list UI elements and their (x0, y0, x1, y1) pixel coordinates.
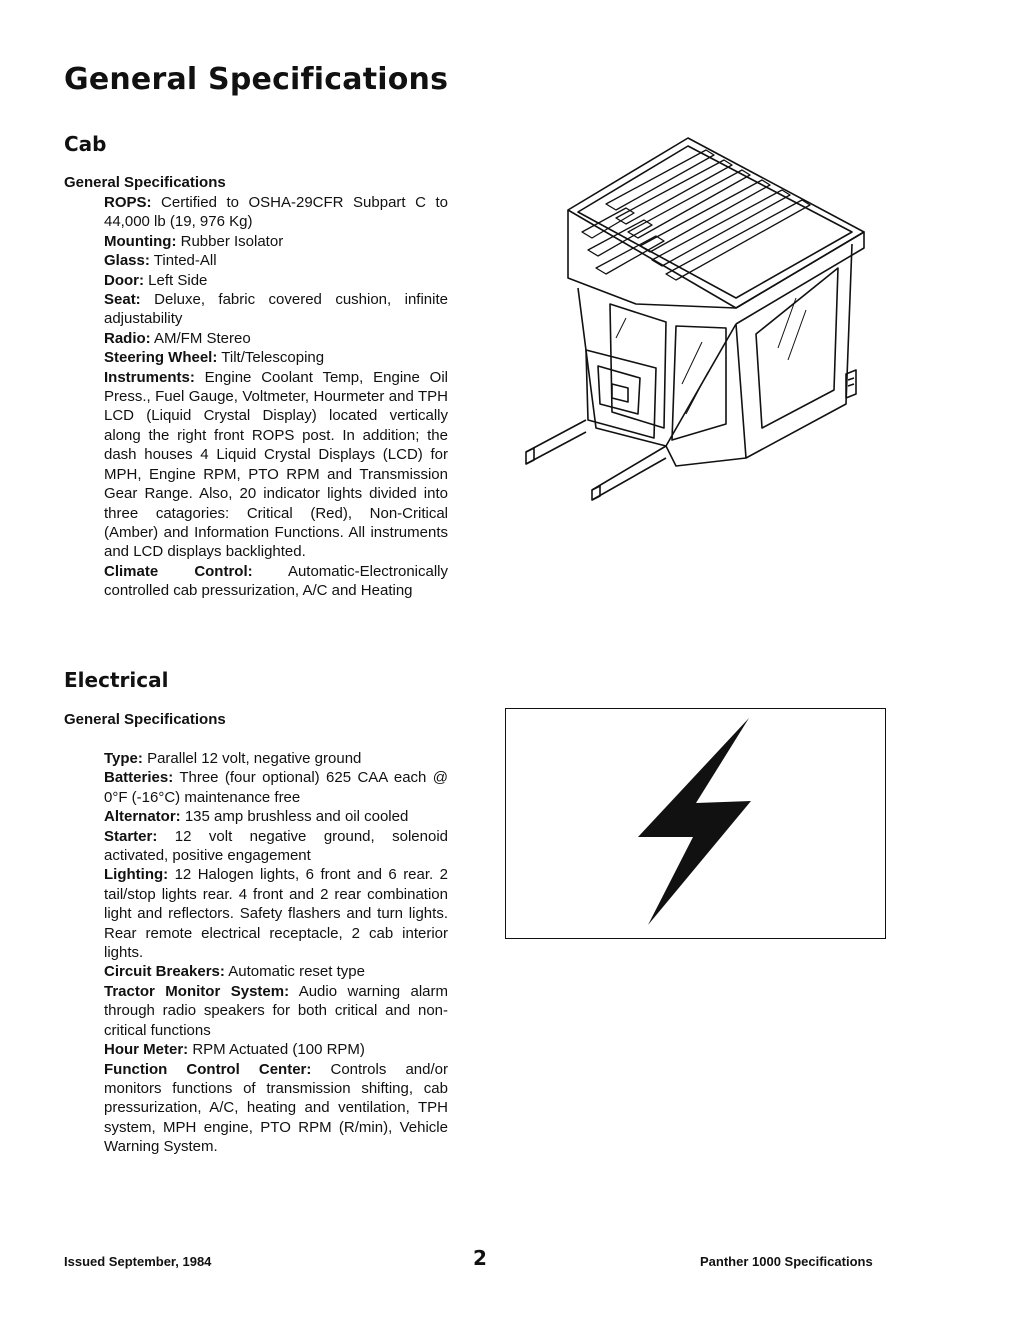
spec-label: Batteries: (104, 769, 174, 787)
spec-label: Door: (104, 271, 144, 289)
spec-value: 135 amp brushless and oil cooled (180, 808, 409, 826)
spec-label: Lighting: (104, 866, 169, 884)
footer-issued-date: Issued September, 1984 (64, 1254, 212, 1269)
spec-value: Automatic reset type (224, 963, 365, 981)
footer-document-title: Panther 1000 Specifications (700, 1254, 873, 1269)
spec-value: Deluxe, fabric covered cushion, infinite adjustability (104, 291, 448, 328)
spec-tractor-monitor-system (104, 982, 448, 1040)
cab-illustration (516, 128, 868, 518)
electrical-spec-list (104, 749, 448, 1157)
spec-value: Rubber Isolator (176, 232, 284, 250)
page-number: 2 (473, 1246, 487, 1270)
spec-label: Starter: (104, 827, 158, 845)
cab-section-heading: Cab (64, 132, 107, 156)
spec-starter (104, 827, 448, 866)
cab-spec-list (104, 193, 448, 601)
spec-label: Alternator: (104, 808, 181, 826)
spec-label: Function Control Center: (104, 1060, 312, 1078)
spec-circuit-breakers (104, 962, 448, 981)
spec-value: Certified to OSHA-29CFR Subpart C to 44,000 lb (19, 976 Kg) (104, 194, 448, 231)
spec-steering-wheel (104, 348, 448, 367)
spec-value: AM/FM Stereo (150, 329, 251, 347)
spec-lighting (104, 865, 448, 962)
spec-type (104, 749, 448, 768)
spec-value: Audio warning alarm through radio speakers for both critical and non-critical functions (104, 982, 449, 1039)
spec-value: 12 Halogen lights, 6 front and 6 rear. 2 tail/stop lights rear. 4 front and 2 rear combination light and reflectors. Safety flashers and turn lights. Rear remote electrical receptacle, 2 cab interior lights. (104, 866, 448, 962)
page-title: General Specifications (64, 62, 449, 97)
spec-value: RPM Actuated (100 RPM) (188, 1041, 365, 1059)
spec-label: Seat: (104, 291, 141, 309)
spec-door (104, 271, 448, 290)
spec-hour-meter (104, 1040, 448, 1059)
spec-label: ROPS: (104, 194, 152, 211)
spec-label: Type: (104, 750, 143, 767)
electrical-section-heading: Electrical (64, 668, 169, 692)
spec-label: Hour Meter: (104, 1041, 189, 1059)
spec-seat (104, 290, 448, 329)
spec-alternator (104, 807, 448, 826)
spec-glass (104, 251, 448, 270)
spec-radio (104, 329, 448, 348)
spec-label: Instruments: (104, 368, 195, 386)
spec-batteries (104, 768, 448, 807)
spec-rops (104, 193, 448, 232)
spec-value: 12 volt negative ground, solenoid activated, positive engagement (104, 827, 448, 865)
spec-mounting (104, 232, 448, 251)
spec-climate-control (104, 562, 448, 601)
spec-function-control-center (104, 1060, 448, 1157)
cab-subheading: General Specifications (64, 174, 226, 191)
spec-label: Circuit Breakers: (104, 963, 225, 981)
spec-value: Three (four optional) 625 CAA each @ 0°F (-16°C) maintenance free (104, 769, 448, 806)
spec-value: Tilt/Telescoping (217, 349, 325, 367)
spec-label: Glass: (104, 252, 150, 270)
electrical-subheading: General Specifications (64, 711, 226, 728)
spec-label: Radio: (104, 329, 151, 347)
spec-label: Mounting: (104, 232, 177, 250)
spec-value: Automatic-Electronically controlled cab pressurization, A/C and Heating (104, 562, 448, 600)
spec-value: Parallel 12 volt, negative ground (142, 750, 362, 767)
spec-value: Left Side (144, 271, 208, 289)
spec-value: Engine Coolant Temp, Engine Oil Press., Fuel Gauge, Voltmeter, Hourmeter and TPH LCD (Liquid Crystal Display) located vertically along the right front ROPS post. In addition; the dash houses 4 Liquid Crystal Displays (LCD) for MPH, Engine RPM, PTO RPM and Transmission Gear Range. Also, 20 indicator lights divided into three catagories: Critical (Red), Non-Critical (Amber) and Information Functions. All instruments and LCD displays backlighted. (104, 368, 448, 561)
lightning-bolt-figure (505, 708, 886, 939)
spec-value: Controls and/or monitors functions of transmission shifting, cab pressurization, A/C, heating and ventilation, TPH system, MPH engine, PTO RPM (R/min), Vehicle Warning System. (104, 1060, 448, 1156)
spec-value: Tinted-All (149, 252, 217, 270)
spec-label: Tractor Monitor System: (104, 982, 290, 1000)
spec-label: Steering Wheel: (104, 349, 218, 367)
spec-label: Climate Control: (104, 562, 253, 580)
spec-instruments (104, 368, 448, 562)
lightning-bolt-icon (506, 709, 884, 937)
